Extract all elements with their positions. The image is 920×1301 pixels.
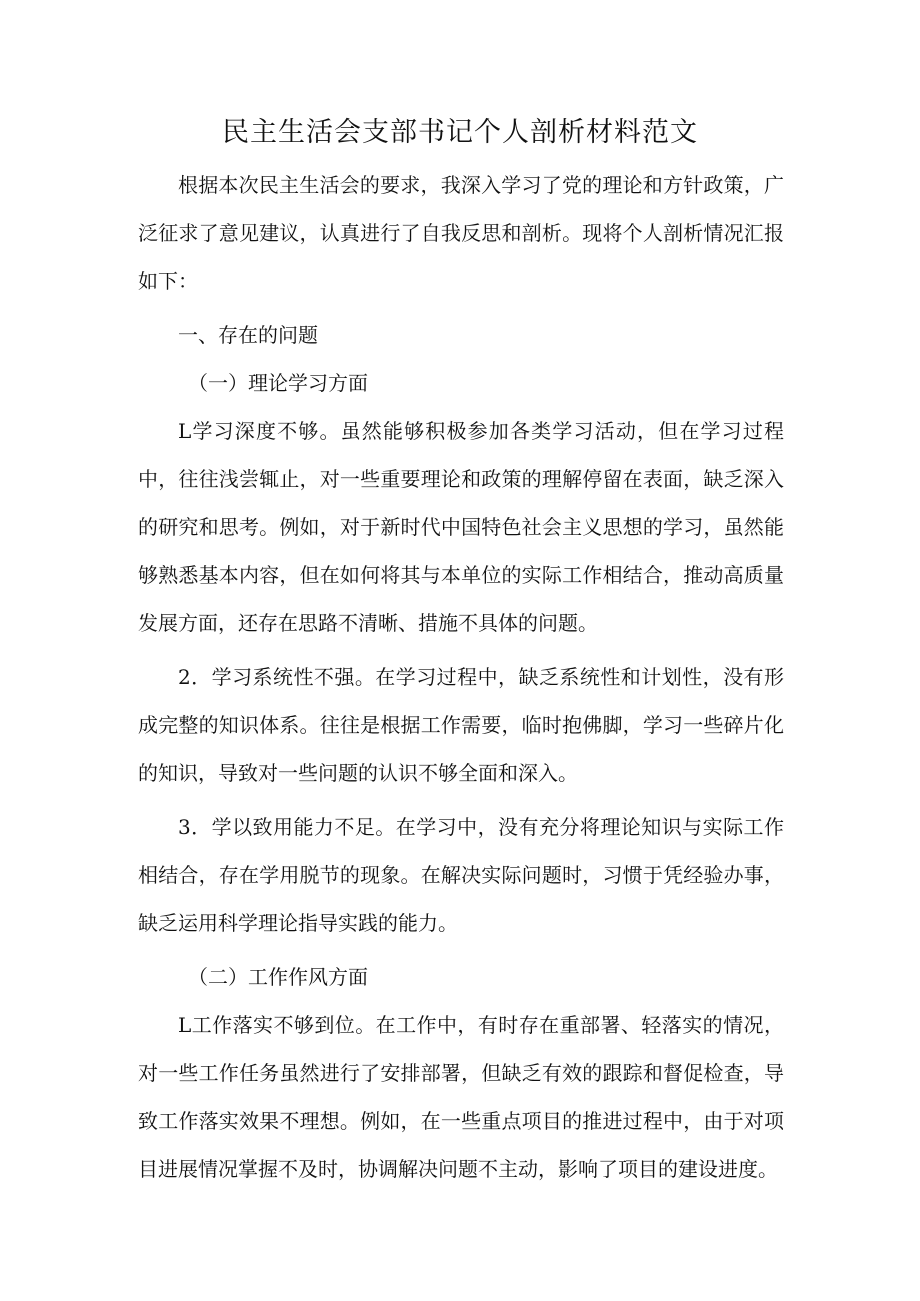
subsection-heading-work-style: （二）工作作风方面 <box>188 965 368 989</box>
document-title: 民主生活会支部书记个人剖析材料范文 <box>222 117 698 148</box>
subsection-heading-theory-study: （一）理论学习方面 <box>188 371 368 395</box>
paragraph-study-system: 2．学习系统性不强。在学习过程中，缺乏系统性和计划性，没有形成完整的知识体系。往往是根据工作需要，临时抱佛脚，学习一些碎片化的知识，导致对一些问题的认识不够全面和深入。 <box>138 665 784 785</box>
section-heading-problems: 一、存在的问题 <box>178 323 318 347</box>
intro-paragraph: 根据本次民主生活会的要求，我深入学习了党的理论和方针政策，广泛征求了意见建议，认真进行了自我反思和剖析。现将个人剖析情况汇报如下： <box>138 173 784 293</box>
paragraph-work-implementation: L工作落实不够到位。在工作中，有时存在重部署、轻落实的情况，对一些工作任务虽然进行了安排部署，但缺乏有效的跟踪和督促检查，导致工作落实效果不理想。例如，在一些重点项目的推进过程中，由于对项目进展情况掌握不及时，协调解决问题不主动，影响了项目的建设进度。 <box>138 1013 784 1181</box>
document-body <box>138 161 784 1193</box>
paragraph-study-application: 3．学以致用能力不足。在学习中，没有充分将理论知识与实际工作相结合，存在学用脱节的现象。在解决实际问题时，习惯于凭经验办事，缺乏运用科学理论指导实践的能力。 <box>138 815 784 935</box>
paragraph-study-depth: L学习深度不够。虽然能够积极参加各类学习活动，但在学习过程中，往往浅尝辄止，对一些重要理论和政策的理解停留在表面，缺乏深入的研究和思考。例如，对于新时代中国特色社会主义思想的学习，虽然能够熟悉基本内容，但在如何将其与本单位的实际工作相结合，推动高质量发展方面，还存在思路不清晰、措施不具体的问题。 <box>138 419 784 635</box>
